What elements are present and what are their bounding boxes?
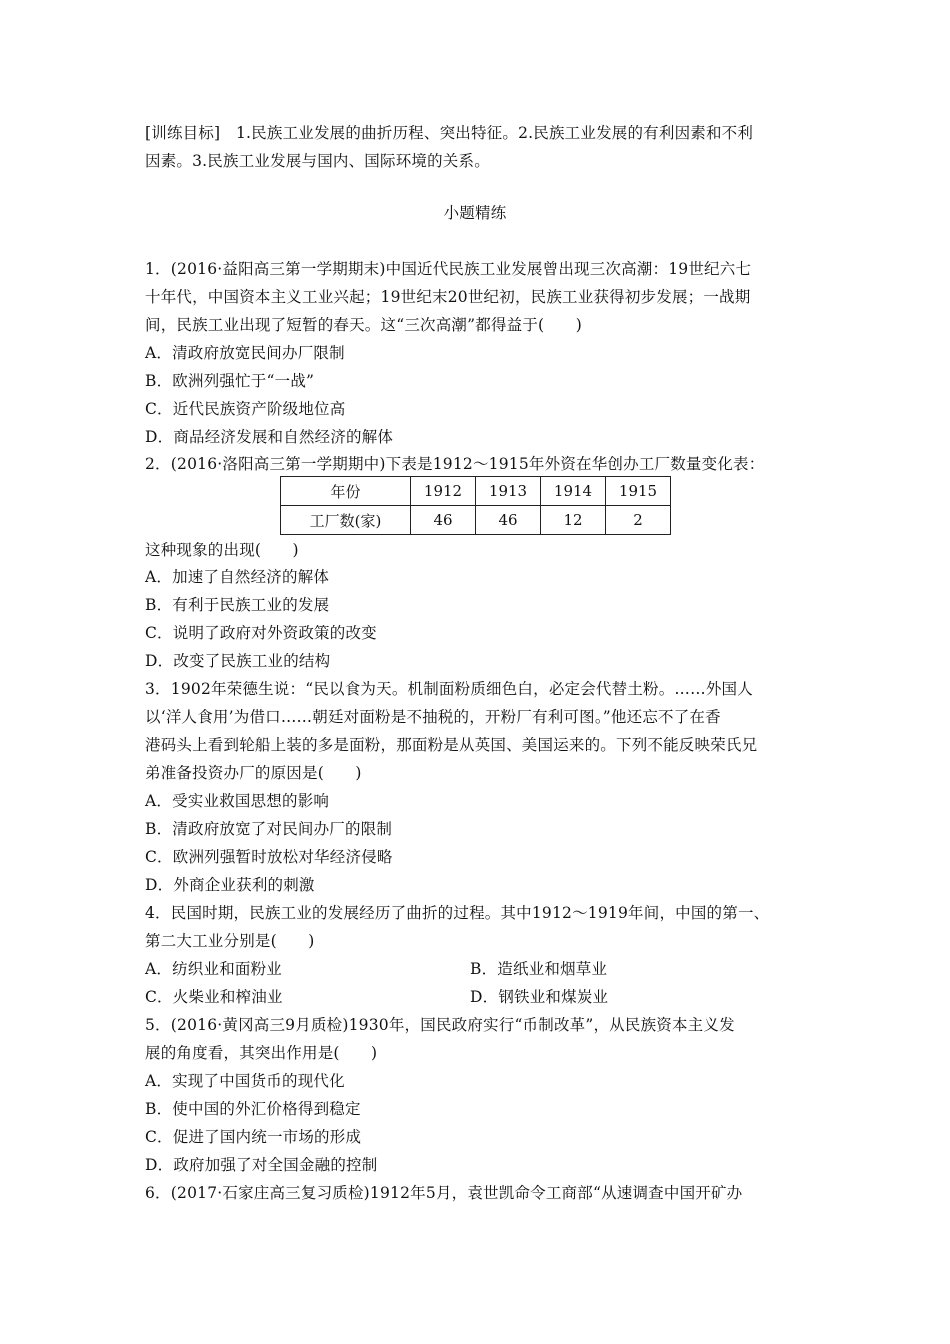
q4-stem-line-2: 第二大工业分别是( ) [145, 932, 315, 950]
training-goals-line-1: [训练目标] 1.民族工业发展的曲折历程、突出特征。2.民族工业发展的有利因素和不利 [145, 124, 754, 142]
q1-stem-line-1: 1．(2016·益阳高三第一学期期末)中国近代民族工业发展曾出现三次高潮：19世纪六七 [145, 260, 752, 278]
q1-option-b: B．欧洲列强忙于“一战” [145, 372, 315, 390]
q2-option-a: A．加速了自然经济的解体 [145, 568, 330, 586]
q3-stem-line-4: 弟准备投资办厂的原因是( ) [145, 764, 362, 782]
table-header-cell: 1913 [476, 477, 541, 506]
q2-option-d: D．改变了民族工业的结构 [145, 652, 331, 670]
q5-option-a: A．实现了中国货币的现代化 [145, 1072, 345, 1090]
q2-option-c: C．说明了政府对外资政策的改变 [145, 624, 377, 642]
table-cell: 2 [606, 506, 671, 535]
q2-option-b: B．有利于民族工业的发展 [145, 596, 330, 614]
q2-stem-after-table: 这种现象的出现( ) [145, 541, 299, 559]
table-header-cell: 年份 [281, 477, 411, 506]
table-cell: 46 [476, 506, 541, 535]
q3-option-c: C．欧洲列强暂时放松对华经济侵略 [145, 848, 393, 866]
q1-stem-line-2: 十年代，中国资本主义工业兴起；19世纪末20世纪初，民族工业获得初步发展；一战期 [145, 288, 751, 306]
q5-stem-line-2: 展的角度看，其突出作用是( ) [145, 1044, 378, 1062]
table-cell: 工厂数(家) [281, 506, 411, 535]
q3-stem-line-1: 3．1902年荣德生说：“民以食为天。机制面粉质细色白，必定会代替土粉。……外国人 [145, 680, 753, 698]
q4-option-a: A．纺织业和面粉业 [145, 960, 282, 978]
table-header-row [281, 477, 671, 506]
q3-option-a: A．受实业救国思想的影响 [145, 792, 330, 810]
q4-stem-line-1: 4．民国时期，民族工业的发展经历了曲折的过程。其中1912～1919年间，中国的第一、 [145, 904, 770, 922]
table-header-cell: 1915 [606, 477, 671, 506]
section-title: 小题精练 [443, 204, 507, 222]
q5-option-c: C．促进了国内统一市场的形成 [145, 1128, 362, 1146]
q3-stem-line-3: 港码头上看到轮船上装的多是面粉，那面粉是从英国、美国运来的。下列不能反映荣氏兄 [145, 736, 758, 754]
q5-option-d: D．政府加强了对全国金融的控制 [145, 1156, 378, 1174]
q5-option-b: B．使中国的外汇价格得到稳定 [145, 1100, 361, 1118]
table-cell: 12 [541, 506, 606, 535]
q1-option-d: D．商品经济发展和自然经济的解体 [145, 428, 394, 446]
q2-stem-line-1: 2．(2016·洛阳高三第一学期期中)下表是1912～1915年外资在华创办工厂数量变化表： [145, 455, 765, 473]
q1-stem-line-3: 间，民族工业出现了短暂的春天。这“三次高潮”都得益于( ) [145, 316, 582, 334]
q3-option-d: D．外商企业获利的刺激 [145, 876, 315, 894]
q3-stem-line-2: 以‘洋人食用’为借口……朝廷对面粉是不抽税的，开粉厂有利可图。”他还忘不了在香 [145, 708, 721, 726]
q4-option-b: B．造纸业和烟草业 [470, 960, 608, 978]
q4-option-d: D．钢铁业和煤炭业 [470, 988, 609, 1006]
training-goals-line-2: 因素。3.民族工业发展与国内、国际环境的关系。 [145, 152, 490, 170]
q4-option-c: C．火柴业和榨油业 [145, 988, 283, 1006]
q5-stem-line-1: 5．(2016·黄冈高三9月质检)1930年，国民政府实行“币制改革”，从民族资本主义发 [145, 1016, 735, 1034]
table-header-cell: 1912 [411, 477, 476, 506]
table-row [281, 506, 671, 535]
q1-option-a: A．清政府放宽民间办厂限制 [145, 344, 345, 362]
q1-option-c: C．近代民族资产阶级地位高 [145, 400, 346, 418]
table-cell: 46 [411, 506, 476, 535]
factory-count-table [280, 476, 671, 535]
q6-stem-line-1: 6．(2017·石家庄高三复习质检)1912年5月，袁世凯命令工商部“从速调查中国开矿办 [145, 1184, 743, 1202]
table-header-cell: 1914 [541, 477, 606, 506]
q3-option-b: B．清政府放宽了对民间办厂的限制 [145, 820, 393, 838]
